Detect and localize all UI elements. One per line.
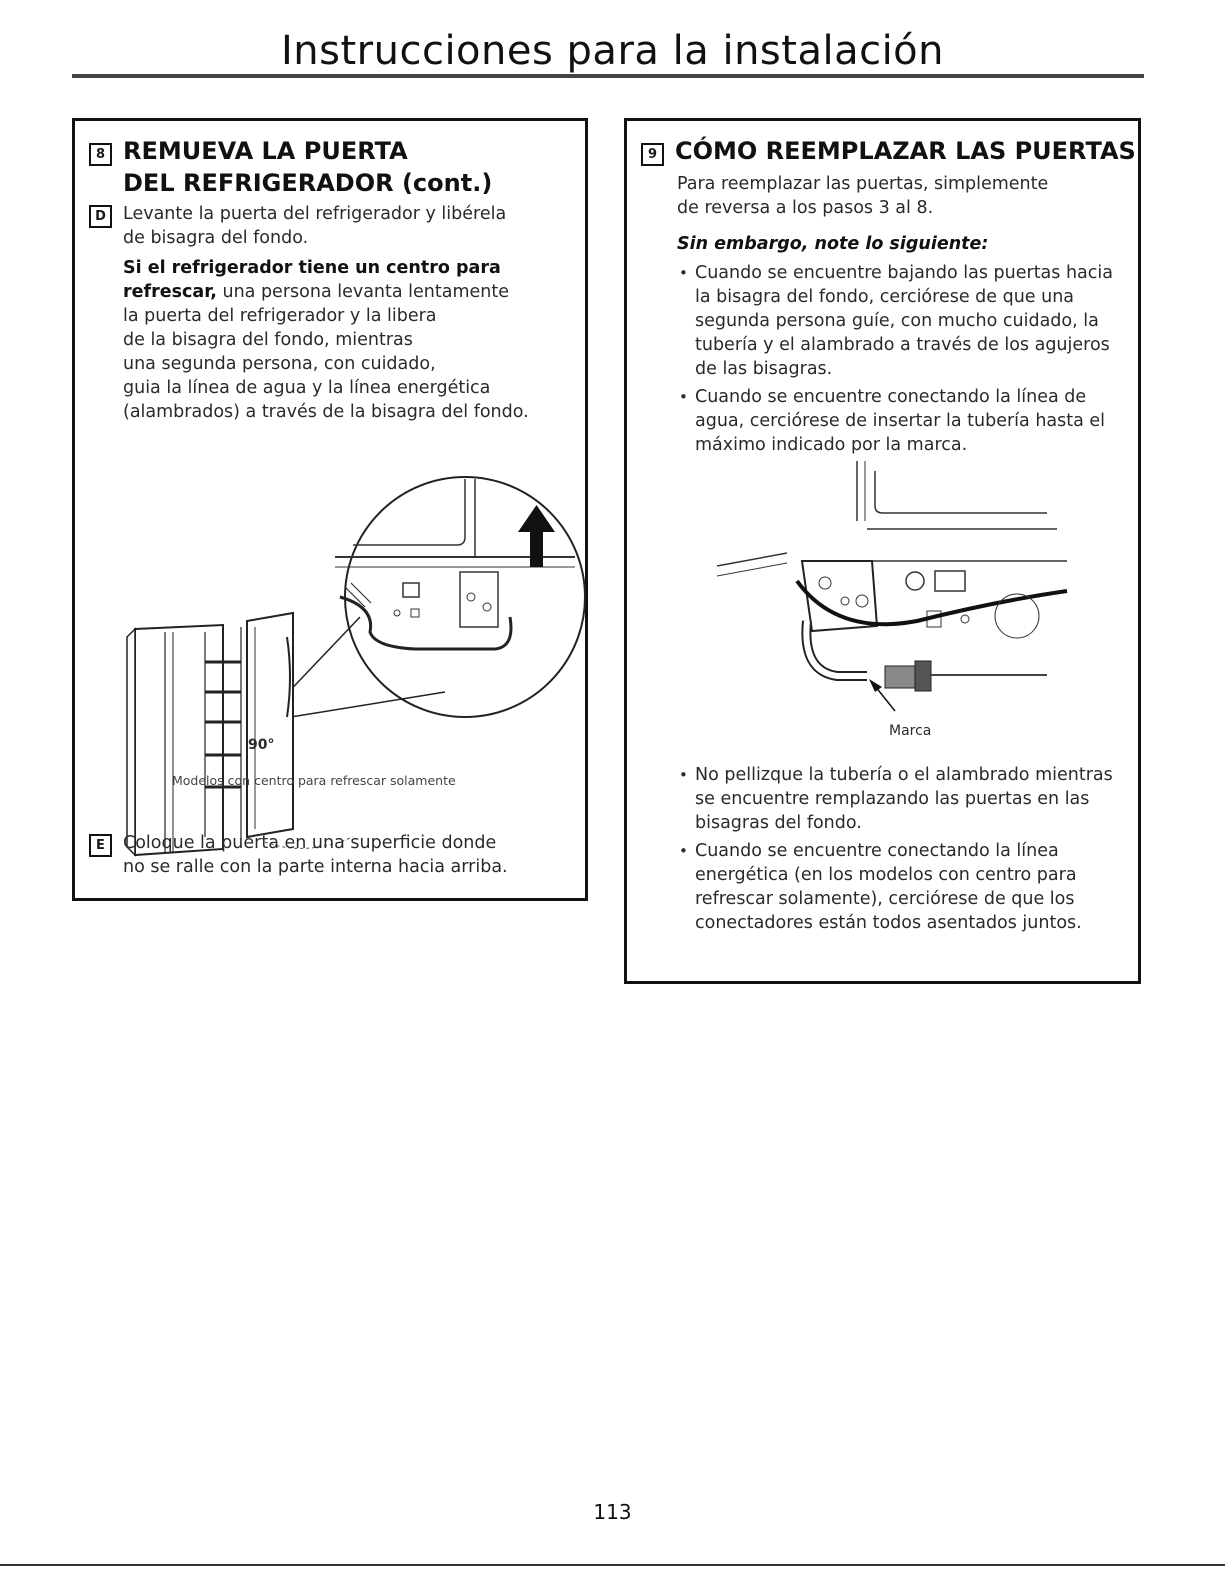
step-d-text-8: (alambrados) a través de la bisagra del fondo. (123, 402, 529, 422)
step-d-bold-1: Si el refrigerador tiene un centro para (123, 258, 501, 278)
step-d-text-3: una persona levanta lentamente (216, 282, 510, 302)
step-d-text-2: de bisagra del fondo. (123, 228, 309, 248)
step-d-badge: D (89, 205, 112, 228)
step-e-text-1: Coloque la puerta en una superficie donde (123, 833, 497, 853)
step-e-text-2: no se ralle con la parte interna hacia arriba. (123, 857, 508, 877)
mark-label: Marca (889, 723, 932, 739)
step-d-text-5: de la bisagra del fondo, mientras (123, 330, 413, 350)
intro-line-1: Para reemplazar las puertas, simplemente (677, 174, 1049, 194)
list-item: • No pellizque la tubería o el alambrado mientras se encuentre remplazando las puertas en las bisagras del fondo. (673, 763, 1113, 835)
title-rule (72, 74, 1144, 78)
step-d-text-7: guia la línea de agua y la línea energética (123, 378, 491, 398)
step-d-text-6: una segunda persona, con cuidado, (123, 354, 436, 374)
step-d-line-refrescar (123, 280, 509, 304)
step-d-bold-2: refrescar, (123, 282, 217, 302)
bullet-list-bottom (673, 763, 1113, 939)
step-9-badge: 9 (641, 143, 664, 166)
bullet-list-top (673, 261, 1113, 461)
step-d-text-4: la puerta del refrigerador y la libera (123, 306, 437, 326)
step-8-badge: 8 (89, 143, 112, 166)
list-item: • Cuando se encuentre conectando la línea energética (en los modelos con centro para refrescar solamente), cerciórese de que los conectadores están todos asentados juntos. (673, 839, 1113, 935)
step-e-badge: E (89, 834, 112, 857)
section-remove-door (72, 118, 588, 901)
angle-label: 90° (248, 737, 275, 753)
page-title: Instrucciones para la instalación (280, 28, 945, 74)
note-heading: Sin embargo, note lo siguiente: (677, 234, 989, 254)
section-replace-doors (624, 118, 1141, 984)
section-heading-line2: DEL REFRIGERADOR (cont.) (123, 169, 493, 197)
intro-line-2: de reversa a los pasos 3 al 8. (677, 198, 934, 218)
figure-caption: Modelos con centro para refrescar solamente (172, 773, 456, 788)
list-item: • Cuando se encuentre bajando las puertas hacia la bisagra del fondo, cerciórese de que una segunda persona guíe, con mucho cuidado, la tubería y el alambrado a través de los agujeros de las bisagras. (673, 261, 1113, 381)
bottom-rule (0, 1564, 1225, 1566)
refrigerator-door-removal-illustration (115, 437, 575, 717)
section-heading-line1: REMUEVA LA PUERTA (123, 137, 408, 165)
hinge-tubing-illustration (717, 461, 1097, 691)
list-item: • Cuando se encuentre conectando la línea de agua, cerciórese de insertar la tubería hasta el máximo indicado por la marca. (673, 385, 1113, 457)
section-heading: CÓMO REEMPLAZAR LAS PUERTAS (675, 137, 1136, 165)
page-number: 113 (593, 1500, 632, 1524)
step-d-text-1: Levante la puerta del refrigerador y libérela (123, 204, 507, 224)
